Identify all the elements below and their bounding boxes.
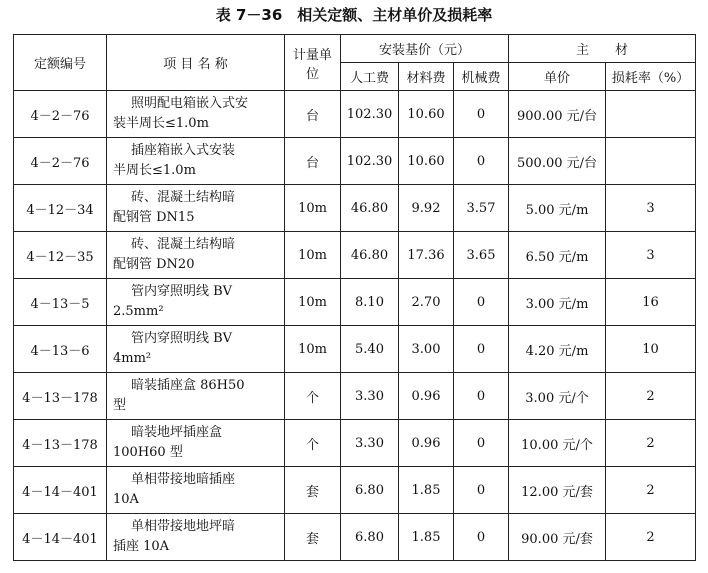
header-unit: 计量单位 [285,35,341,91]
cell-unit-price: 3.00 元/个 [509,373,606,420]
cell-unit-price: 12.00 元/套 [509,467,606,514]
item-name-line2: 型 [113,398,127,413]
cell-labor: 102.30 [341,91,399,138]
cell-loss-rate: 2 [606,467,696,514]
table-row [14,420,696,467]
cell-material: 1.85 [399,514,454,561]
cell-name [107,232,285,279]
cell-code: 4－12－35 [14,232,107,279]
cell-loss-rate [606,138,696,185]
cell-material: 9.92 [399,185,454,232]
item-name-line2: 100H60 型 [113,445,183,460]
item-name-line1: 砖、混凝土结构暗 [131,190,236,205]
header-name: 项 目 名 称 [107,35,285,91]
table-row [14,467,696,514]
cell-loss-rate: 3 [606,185,696,232]
cell-loss-rate: 10 [606,326,696,373]
item-name-line1: 管内穿照明线 BV [131,331,233,346]
cell-code: 4－13－6 [14,326,107,373]
cell-unit-price: 6.50 元/m [509,232,606,279]
cell-material: 17.36 [399,232,454,279]
cell-code: 4－13－178 [14,373,107,420]
cell-unit-price: 5.00 元/m [509,185,606,232]
cell-machine: 0 [454,138,509,185]
cell-unit-price: 90.00 元/套 [509,514,606,561]
cell-unit: 10m [285,279,341,326]
cell-name [107,373,285,420]
cell-name [107,138,285,185]
item-name-line2: 2.5mm² [113,304,164,319]
table-row [14,326,696,373]
cell-name [107,420,285,467]
cell-code: 4－13－5 [14,279,107,326]
cell-code: 4－2－76 [14,91,107,138]
cell-unit-price: 500.00 元/台 [509,138,606,185]
item-name-line1: 暗装地坪插座盒 [131,425,223,440]
item-name-line1: 单相带接地地坪暗 [131,519,236,534]
cell-name [107,91,285,138]
item-name-line1: 管内穿照明线 BV [131,284,233,299]
cell-unit: 10m [285,185,341,232]
cell-loss-rate: 3 [606,232,696,279]
item-name-line1: 单相带接地暗插座 [131,472,236,487]
cell-machine: 3.65 [454,232,509,279]
cell-loss-rate: 16 [606,279,696,326]
table-row [14,279,696,326]
cell-unit: 套 [285,467,341,514]
cell-unit: 台 [285,138,341,185]
cell-machine: 0 [454,326,509,373]
item-name-line2: 装半周长≤1.0m [113,116,209,131]
cell-labor: 8.10 [341,279,399,326]
cell-unit: 10m [285,326,341,373]
cell-labor: 3.30 [341,373,399,420]
item-name-line1: 暗装插座盒 86H50 [131,378,245,393]
header-loss-rate: 损耗率（%） [606,63,696,91]
item-name-line2: 半周长≤1.0m [113,163,196,178]
cell-labor: 6.80 [341,514,399,561]
cell-name [107,279,285,326]
table-title: 表 7－36 相关定额、主材单价及损耗率 [215,6,493,24]
cell-machine: 0 [454,514,509,561]
cell-loss-rate: 2 [606,373,696,420]
cell-name [107,514,285,561]
cell-unit: 10m [285,232,341,279]
cell-unit-price: 10.00 元/个 [509,420,606,467]
cell-unit-price: 3.00 元/m [509,279,606,326]
item-name-line2: 配钢管 DN20 [113,257,195,272]
header-material: 材料费 [399,63,454,91]
cell-machine: 0 [454,279,509,326]
cell-material: 10.60 [399,138,454,185]
cell-unit: 台 [285,91,341,138]
header-main-material: 主 材 [509,35,696,63]
cell-name [107,185,285,232]
item-name-line1: 砖、混凝土结构暗 [131,237,236,252]
table-row [14,373,696,420]
cell-unit-price: 900.00 元/台 [509,91,606,138]
cell-labor: 3.30 [341,420,399,467]
cell-labor: 46.80 [341,232,399,279]
cell-code: 4－2－76 [14,138,107,185]
cell-loss-rate: 2 [606,420,696,467]
item-name-line2: 4mm² [113,351,152,366]
cell-labor: 46.80 [341,185,399,232]
cell-name [107,467,285,514]
cell-machine: 3.57 [454,185,509,232]
cell-unit-price: 4.20 元/m [509,326,606,373]
table-row [14,91,696,138]
cell-machine: 0 [454,467,509,514]
cell-labor: 6.80 [341,467,399,514]
cell-code: 4－14－401 [14,467,107,514]
cell-material: 0.96 [399,420,454,467]
table-row [14,232,696,279]
cell-code: 4－13－178 [14,420,107,467]
table-row [14,185,696,232]
item-name-line2: 插座 10A [113,539,170,554]
table-body [14,91,696,561]
quota-price-table [13,34,696,561]
item-name-line2: 10A [113,492,139,507]
header-labor: 人工费 [341,63,399,91]
cell-unit: 套 [285,514,341,561]
item-name-line1: 照明配电箱嵌入式安 [131,96,249,111]
cell-labor: 5.40 [341,326,399,373]
item-name-line2: 配钢管 DN15 [113,210,195,225]
cell-machine: 0 [454,373,509,420]
cell-code: 4－14－401 [14,514,107,561]
header-machine: 机械费 [454,63,509,91]
header-base-price: 安装基价（元） [341,35,509,63]
header-unit-price: 单价 [509,63,606,91]
cell-unit: 个 [285,373,341,420]
cell-unit: 个 [285,420,341,467]
cell-code: 4－12－34 [14,185,107,232]
cell-name [107,326,285,373]
cell-machine: 0 [454,420,509,467]
cell-loss-rate: 2 [606,514,696,561]
cell-material: 0.96 [399,373,454,420]
table-row [14,138,696,185]
cell-material: 3.00 [399,326,454,373]
item-name-line1: 插座箱嵌入式安装 [131,143,236,158]
table-row [14,514,696,561]
cell-loss-rate [606,91,696,138]
cell-material: 10.60 [399,91,454,138]
cell-machine: 0 [454,91,509,138]
header-code: 定额编号 [14,35,107,91]
cell-material: 2.70 [399,279,454,326]
cell-material: 1.85 [399,467,454,514]
cell-labor: 102.30 [341,138,399,185]
